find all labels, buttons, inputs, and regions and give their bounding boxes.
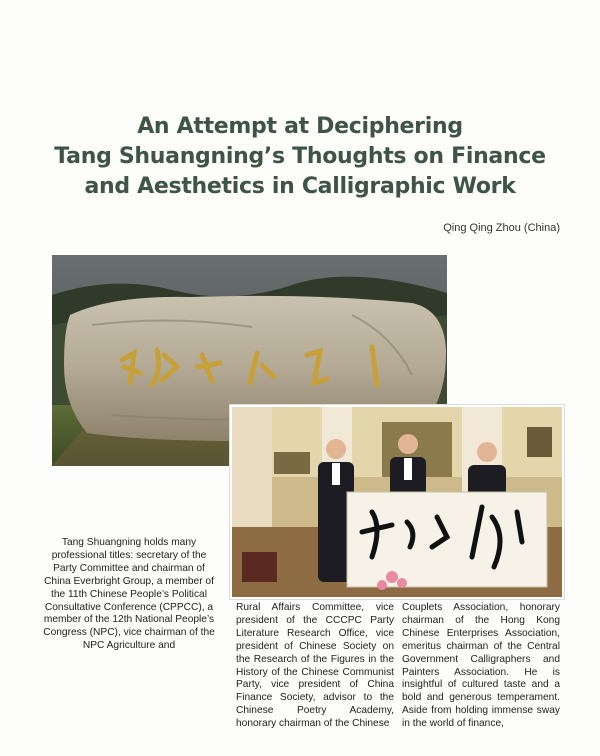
title-line-2: Tang Shuangning’s Thoughts on Finance (54, 144, 546, 169)
title-line-3: and Aesthetics in Calligraphic Work (84, 174, 516, 199)
body-column-3: Couplets Association, honorary chairman of the Hong Kong Chinese Enterprises Association, emeritus chairman of the Central Government Calligraphers and Painters Association. He is insightful of cultured taste and a bold and generous temperament. Aside from holding immense sway in the world of finance, (402, 602, 560, 730)
article-title (40, 112, 560, 202)
title-line-1: An Attempt at Deciphering (137, 114, 463, 139)
people-with-scroll-photo (230, 405, 564, 599)
body-column-2: Rural Affairs Committee, vice president of the CCCPC Party Literature Research Office, vice president of Chinese Society on the Research of the Figures in the History of the Chinese Communist Party, vice president of China Finance Society, advisor to the Chinese Poetry Academy, honorary chairman of the Chinese (236, 602, 394, 730)
body-column-1: Tang Shuangning holds many professional titles: secretary of the Party Committee and chairman of China Everbright Group, a member of the 11th Chinese People’s Political Consultative Conference (CPPCC), a member of the 12th National People’s Congress (NPC), vice chairman of the NPC Agriculture and (43, 537, 215, 652)
author-byline: Qing Qing Zhou (China) (443, 222, 560, 234)
